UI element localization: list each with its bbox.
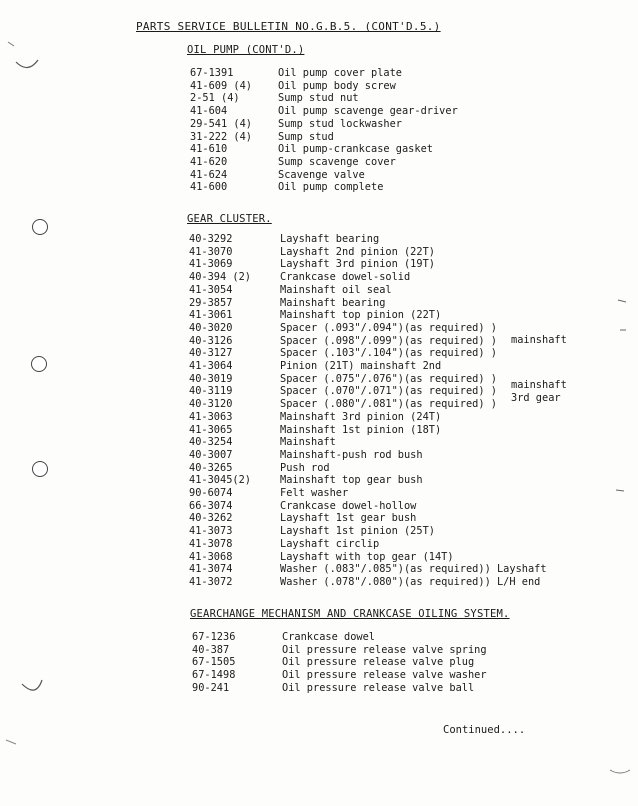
part-description: Layshaft bearing (280, 233, 380, 245)
bulletin-title: PARTS SERVICE BULLETIN NO.G.B.5. (CONT'D.5.) (136, 20, 441, 33)
part-description: Crankcase dowel (282, 631, 375, 643)
part-description: Sump stud nut (278, 92, 359, 105)
part-description: Layshaft 2nd pinion (22T) (280, 245, 435, 258)
part-description: Crankcase dowel-solid (280, 271, 411, 284)
section-title-gear-cluster: GEAR CLUSTER. (187, 213, 272, 225)
part-number: 41-3045(2) (189, 474, 251, 487)
part-number: 41-3073 (189, 525, 233, 538)
part-number: 41-3078 (189, 537, 233, 550)
part-description: Oil pressure release valve ball (282, 681, 475, 694)
part-description: Spacer (.098"/.099")(as required) ) (280, 334, 497, 347)
part-number: 41-3065 (189, 423, 233, 436)
part-number: 40-3265 (189, 461, 233, 474)
part-number: 90-6074 (189, 487, 233, 499)
part-number: 41-604 (190, 105, 228, 118)
part-number: 40-3127 (189, 347, 233, 360)
part-description: Mainshaft top gear bush (280, 474, 423, 487)
part-description: Mainshaft-push rod bush (280, 448, 423, 461)
part-number: 67-1505 (192, 656, 236, 669)
part-description: Oil pump body screw (278, 79, 396, 92)
part-number: 2-51 (4) (190, 92, 240, 105)
part-number: 29-3857 (189, 296, 233, 309)
part-description: Mainshaft oil seal (280, 283, 392, 296)
part-description: Mainshaft bearing (280, 296, 386, 309)
part-number: 40-3254 (189, 436, 233, 449)
part-number: 41-3069 (189, 258, 233, 271)
part-description: Layshaft with top gear (14T) (280, 550, 454, 563)
part-number: 40-3120 (189, 398, 233, 411)
section-title-gearchange: GEARCHANGE MECHANISM AND CRANKCASE OILING SYSTEM. (190, 608, 510, 620)
part-description: Scavenge valve (278, 168, 365, 181)
part-number: 67-1391 (190, 67, 234, 79)
part-number: 41-3064 (189, 360, 233, 372)
part-description: Sump stud lockwasher (278, 117, 402, 130)
part-description: Sump stud (278, 130, 334, 143)
part-number: 40-3007 (189, 448, 233, 461)
part-number: 41-620 (190, 155, 228, 168)
note-mainshaft-3rd-gear-line1: mainshaft (511, 379, 567, 391)
part-number: 41-600 (190, 181, 228, 194)
part-number: 40-3292 (189, 233, 233, 245)
part-description: Spacer (.103"/.104")(as required) ) (280, 347, 497, 360)
part-description: Push rod (280, 461, 330, 474)
part-number: 41-610 (190, 143, 228, 156)
part-description: Oil pump cover plate (278, 67, 402, 79)
section-title-oil-pump: OIL PUMP (CONT'D.) (187, 44, 305, 56)
part-description: Felt washer (280, 487, 349, 499)
part-description: Crankcase dowel-hollow (280, 499, 417, 512)
part-description: Mainshaft 3rd pinion (24T) (280, 410, 442, 423)
part-number: 67-1498 (192, 669, 236, 682)
part-number: 66-3074 (189, 499, 233, 512)
part-description: Spacer (.070"/.071")(as required) ) (280, 385, 497, 398)
part-description: Oil pump-crankcase gasket (278, 143, 433, 156)
part-number: 41-609 (4) (190, 79, 252, 92)
part-description: Oil pressure release valve plug (282, 656, 475, 669)
part-description: Layshaft circlip (280, 537, 380, 550)
part-number: 40-394 (2) (189, 271, 251, 284)
part-number: 31-222 (4) (190, 130, 252, 143)
part-number: 41-3070 (189, 245, 233, 258)
part-number: 40-387 (192, 643, 230, 656)
part-description: Pinion (21T) mainshaft 2nd (280, 360, 442, 372)
part-number: 41-3072 (189, 575, 233, 588)
continued-label: Continued.... (443, 724, 526, 736)
part-number: 40-3126 (189, 334, 233, 347)
part-description: Oil pressure release valve washer (282, 669, 487, 682)
note-mainshaft-3rd-gear-line2: 3rd gear (511, 392, 561, 404)
part-description: Mainshaft 1st pinion (18T) (280, 423, 442, 436)
part-description: Mainshaft (280, 436, 336, 449)
part-number: 41-3063 (189, 410, 233, 423)
part-description: Layshaft 1st gear bush (280, 512, 417, 525)
part-number: 41-3068 (189, 550, 233, 563)
part-description: Oil pressure release valve spring (282, 643, 487, 656)
part-number: 40-3019 (189, 372, 233, 385)
part-number: 41-3074 (189, 563, 233, 576)
part-description: Layshaft 3rd pinion (19T) (280, 258, 435, 271)
part-number: 67-1236 (192, 631, 236, 643)
part-description: Washer (.078"/.080")(as required)) L/H end (280, 575, 541, 588)
part-description: Sump scavenge cover (278, 155, 396, 168)
part-number: 41-624 (190, 168, 228, 181)
part-description: Oil pump complete (278, 181, 384, 194)
part-description: Oil pump scavenge gear-driver (278, 105, 458, 118)
part-number: 41-3054 (189, 283, 233, 296)
part-description: Layshaft 1st pinion (25T) (280, 525, 435, 538)
part-number: 40-3262 (189, 512, 233, 525)
part-description: Spacer (.093"/.094")(as required) ) (280, 321, 497, 334)
part-number: 29-541 (4) (190, 117, 252, 130)
part-description: Spacer (.080"/.081")(as required) ) (280, 398, 497, 411)
part-description: Mainshaft top pinion (22T) (280, 309, 442, 322)
part-number: 90-241 (192, 681, 230, 694)
part-number: 40-3020 (189, 321, 233, 334)
part-description: Spacer (.075"/.076")(as required) ) (280, 372, 497, 385)
part-description: Washer (.083"/.085")(as required)) Layshaft (280, 563, 547, 576)
part-number: 41-3061 (189, 309, 233, 322)
note-mainshaft-spacers: mainshaft (511, 334, 567, 346)
part-number: 40-3119 (189, 385, 233, 398)
